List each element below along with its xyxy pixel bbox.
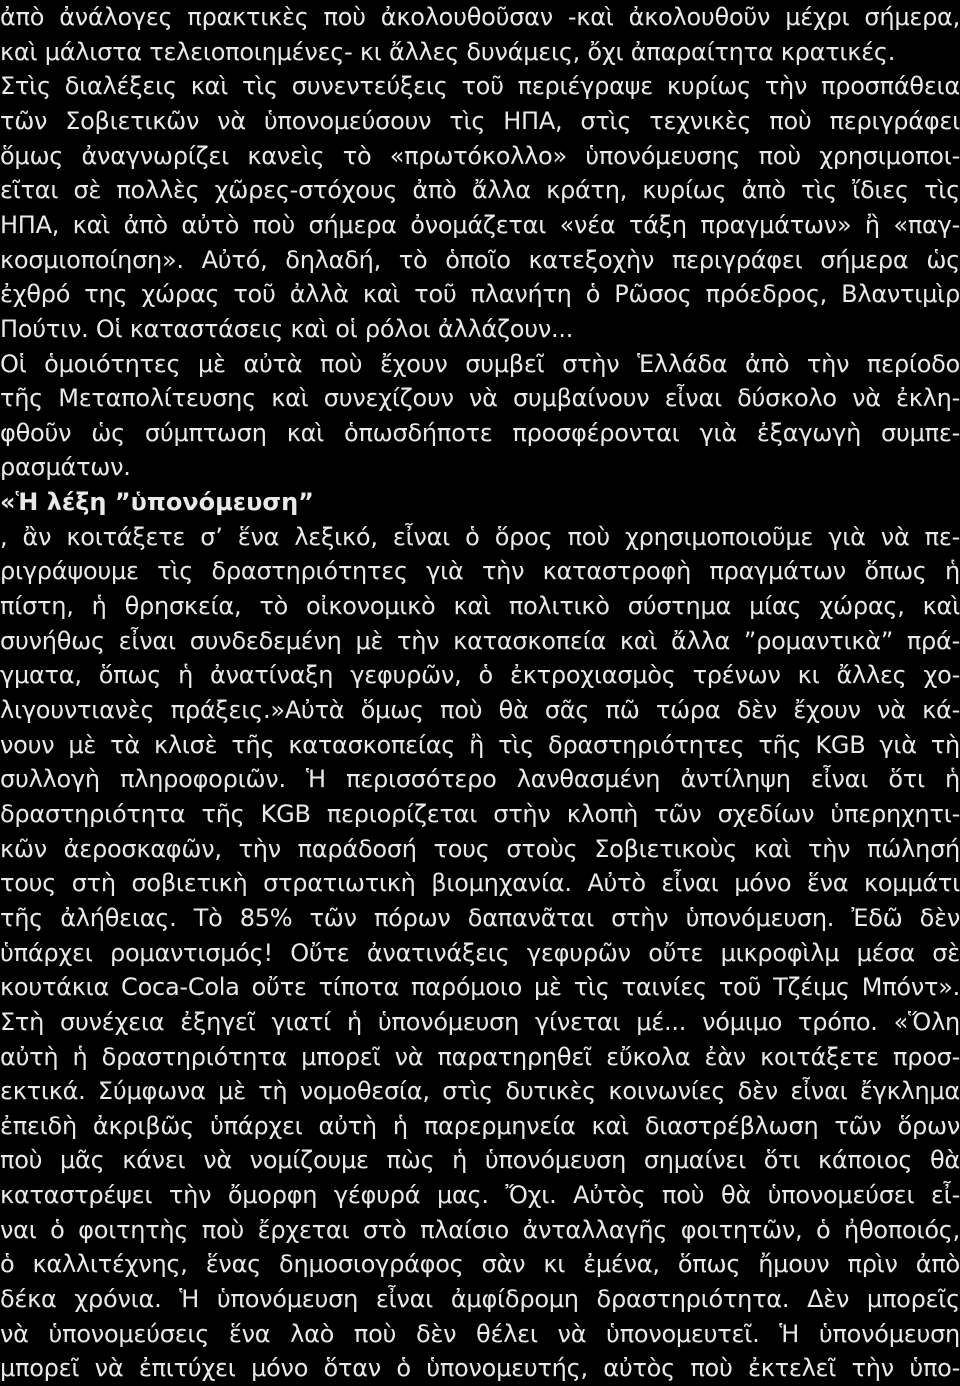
- text-line: δραστηριότητα τῆς KGB περιορίζεται στὴν κλοπὴ τῶν σχεδίων ὑπερηχητι-: [0, 799, 960, 828]
- text-line: κουτάκια Coca-Cola οὔτε τίποτα παρόμοιο μὲ τὶς ταινίες τοῦ Τζέιμς Μπόντ».: [0, 973, 960, 1002]
- section-heading: «Ἡ λέξη ”ὑπονόμευση”: [0, 488, 314, 517]
- text-line: Στὴ συνέχεια ἐξηγεῖ γιατί ἡ ὑπονόμευση γίνεται μέ... νόμιμο τρόπο. «Ὅλη: [0, 1007, 960, 1036]
- text-line: Οἱ ὁμοιότητες μὲ αὐτὰ ποὺ ἔχουν συμβεῖ στὴν Ἑλλάδα ἀπὸ τὴν περίοδο: [0, 349, 960, 378]
- text-line: δέκα χρόνια. Ἡ ὑπονόμευση εἶναι ἀμφίδρομη δραστηριότητα. Δὲν μπορεῖς: [0, 1285, 960, 1314]
- text-line: ρασμάτων.: [0, 453, 131, 482]
- text-line: ἐχθρό της χώρας τοῦ ἀλλὰ καὶ τοῦ πλανήτη ὁ Ρῶσος πρόεδρος, Βλαντιμὶρ: [0, 280, 960, 309]
- text-line: λιγουντιανὲς πράξεις.»Αὐτὰ ὅμως ποὺ θὰ σᾶς πῶ τώρα δὲν ἔχουν νὰ κά-: [0, 696, 960, 724]
- text-line: Στὶς διαλέξεις καὶ τὶς συνεντεύξεις τοῦ περιέγραψε κυρίως τὴν προσπάθεια: [0, 72, 960, 101]
- text-line: αὐτὴ ἡ δραστηριότητα μπορεῖ νὰ παρατηρηθεῖ εὔκολα ἐὰν κοιτάξετε προσ-: [0, 1042, 960, 1071]
- text-line: ὅμως ἀναγνωρίζει κανεὶς τὸ «πρωτόκολλο» ὑπονόμευσης ποὺ χρησιμοποι-: [0, 141, 960, 170]
- text-line: κῶν ἀεροσκαφῶν, τὴν παράδοσή τους στοὺς Σοβιετικοὺς καὶ τὴν πώλησή: [0, 834, 960, 863]
- text-line: ριγράψουμε τὶς δραστηριότητες γιὰ τὴν καταστροφὴ πραγμάτων ὅπως ἡ: [0, 557, 960, 586]
- text-line: τῆς Μεταπολίτευσης καὶ συνεχίζουν νὰ συμβαίνουν εἶναι δύσκολο νὰ ἐκλη-: [0, 384, 960, 413]
- text-line: συνήθως εἶναι συνδεδεμένη μὲ τὴν κατασκοπεία καὶ ἄλλα ”ρομαντικὰ” πρά-: [0, 626, 960, 655]
- text-line: πίστη, ἡ θρησκεία, τὸ οἰκονομικὸ καὶ πολιτικὸ σύστημα μίας χώρας, καὶ: [0, 592, 960, 621]
- text-line: ποὺ μᾶς κάνει νὰ νομίζουμε πὼς ἡ ὑπονόμευση σημαίνει ὅτι κάποιος θὰ: [0, 1146, 960, 1175]
- text-line: συλλογὴ πληροφοριῶν. Ἡ περισσότερο λανθασμένη ἀντίληψη εἶναι ὅτι ἡ: [0, 765, 960, 794]
- text-line: καὶ μάλιστα τελειοποιημένες- κι ἄλλες δυνάμεις, ὄχι ἀπαραίτητα κρατικές.: [0, 37, 896, 66]
- text-line: νουν μὲ τὰ κλισὲ τῆς κατασκοπείας ἢ τὶς δραστηριότητες τῆς KGB γιὰ τὴ: [0, 730, 960, 759]
- text-line: , ἂν κοιτάξετε σ’ ἕνα λεξικό, εἶναι ὁ ὅρος ποὺ χρησιμοποιοῦμε γιὰ νὰ πε-: [0, 522, 960, 551]
- text-line: γματα, ὅπως ἡ ἀνατίναξη γεφυρῶν, ὁ ἐκτροχιασμὸς τρένων κι ἄλλες χο-: [0, 661, 960, 690]
- text-line: ὑπάρχει ρομαντισμός! Οὔτε ἀνατινάξεις γεφυρῶν οὔτε μικροφὶλμ μέσα σὲ: [0, 938, 960, 967]
- text-line: κοσμιοποίηση». Αὐτό, δηλαδή, τὸ ὁποῖο κατεξοχὴν περιγράφει σήμερα ὡς: [0, 245, 960, 274]
- text-line: καταστρέψει τὴν ὄμορφη γέφυρά μας. Ὄχι. Αὐτὸς ποὺ θὰ ὑπονομεύσει εἶ-: [0, 1181, 960, 1210]
- text-line: εῖται σὲ πολλὲς χῶρες-στόχους ἀπὸ ἄλλα κράτη, κυρίως ἀπὸ τὶς ἴδιες τὶς: [0, 176, 960, 205]
- text-line: νὰ ὑπονομεύσεις ἕνα λαὸ ποὺ δὲν θέλει νὰ ὑπονομευτεῖ. Ἡ ὑπονόμευση: [0, 1319, 960, 1348]
- text-line: ἐπειδὴ ἀκριβῶς ὑπάρχει αὐτὴ ἡ παρερμηνεία καὶ διαστρέβλωση τῶν ὅρων: [0, 1111, 960, 1140]
- text-line: Πούτιν. Οἱ καταστάσεις καὶ οἱ ρόλοι ἀλλάζουν...: [0, 314, 574, 343]
- text-line: μπορεῖ νὰ ἐπιτύχει μόνο ὅταν ὁ ὑπονομευτής, αὐτὸς ποὺ ἐκτελεῖ τὴν ὑπο-: [0, 1354, 960, 1383]
- text-line: φθοῦν ὡς σύμπτωση καὶ ὁπωσδήποτε προσφέρονται γιὰ ἐξαγωγὴ συμπε-: [0, 418, 960, 447]
- text-line: ΗΠΑ, καὶ ἀπὸ αὐτὸ ποὺ σήμερα ὀνομάζεται «νέα τάξη πραγμάτων» ἢ «παγ-: [0, 210, 960, 239]
- text-line: τους στὴ σοβιετικὴ στρατιωτικὴ βιομηχανία. Αὐτὸ εἶναι μόνο ἕνα κομμάτι: [0, 869, 960, 898]
- text-line: τῆς ἀλήθειας. Τὸ 85% τῶν πόρων δαπανᾶται στὴν ὑπονόμευση. Ἐδῶ δὲν: [0, 903, 960, 932]
- text-line: εκτικά. Σύμφωνα μὲ τὴ νομοθεσία, στὶς δυτικὲς κοινωνίες δὲν εἶναι ἔγκλημα: [0, 1077, 960, 1106]
- text-line: ναι ὁ φοιτητὴς ποὺ ἔρχεται στὸ πλαίσιο ἀνταλλαγῆς φοιτητῶν, ὁ ἠθοποιός,: [0, 1215, 960, 1244]
- text-line: ἀπὸ ἀνάλογες πρακτικὲς ποὺ ἀκολουθοῦσαν -καὶ ἀκολουθοῦν μέχρι σήμερα,: [0, 3, 960, 31]
- text-line: ὁ καλλιτέχνης, ἕνας δημοσιογράφος σὰν κι ἐμένα, ὅπως ἤμουν πρὶν ἀπὸ: [0, 1250, 960, 1279]
- text-line: τῶν Σοβιετικῶν νὰ ὑπονομεύσουν τὶς ΗΠΑ, στὶς τεχνικὲς ποὺ περιγράφει: [0, 106, 960, 135]
